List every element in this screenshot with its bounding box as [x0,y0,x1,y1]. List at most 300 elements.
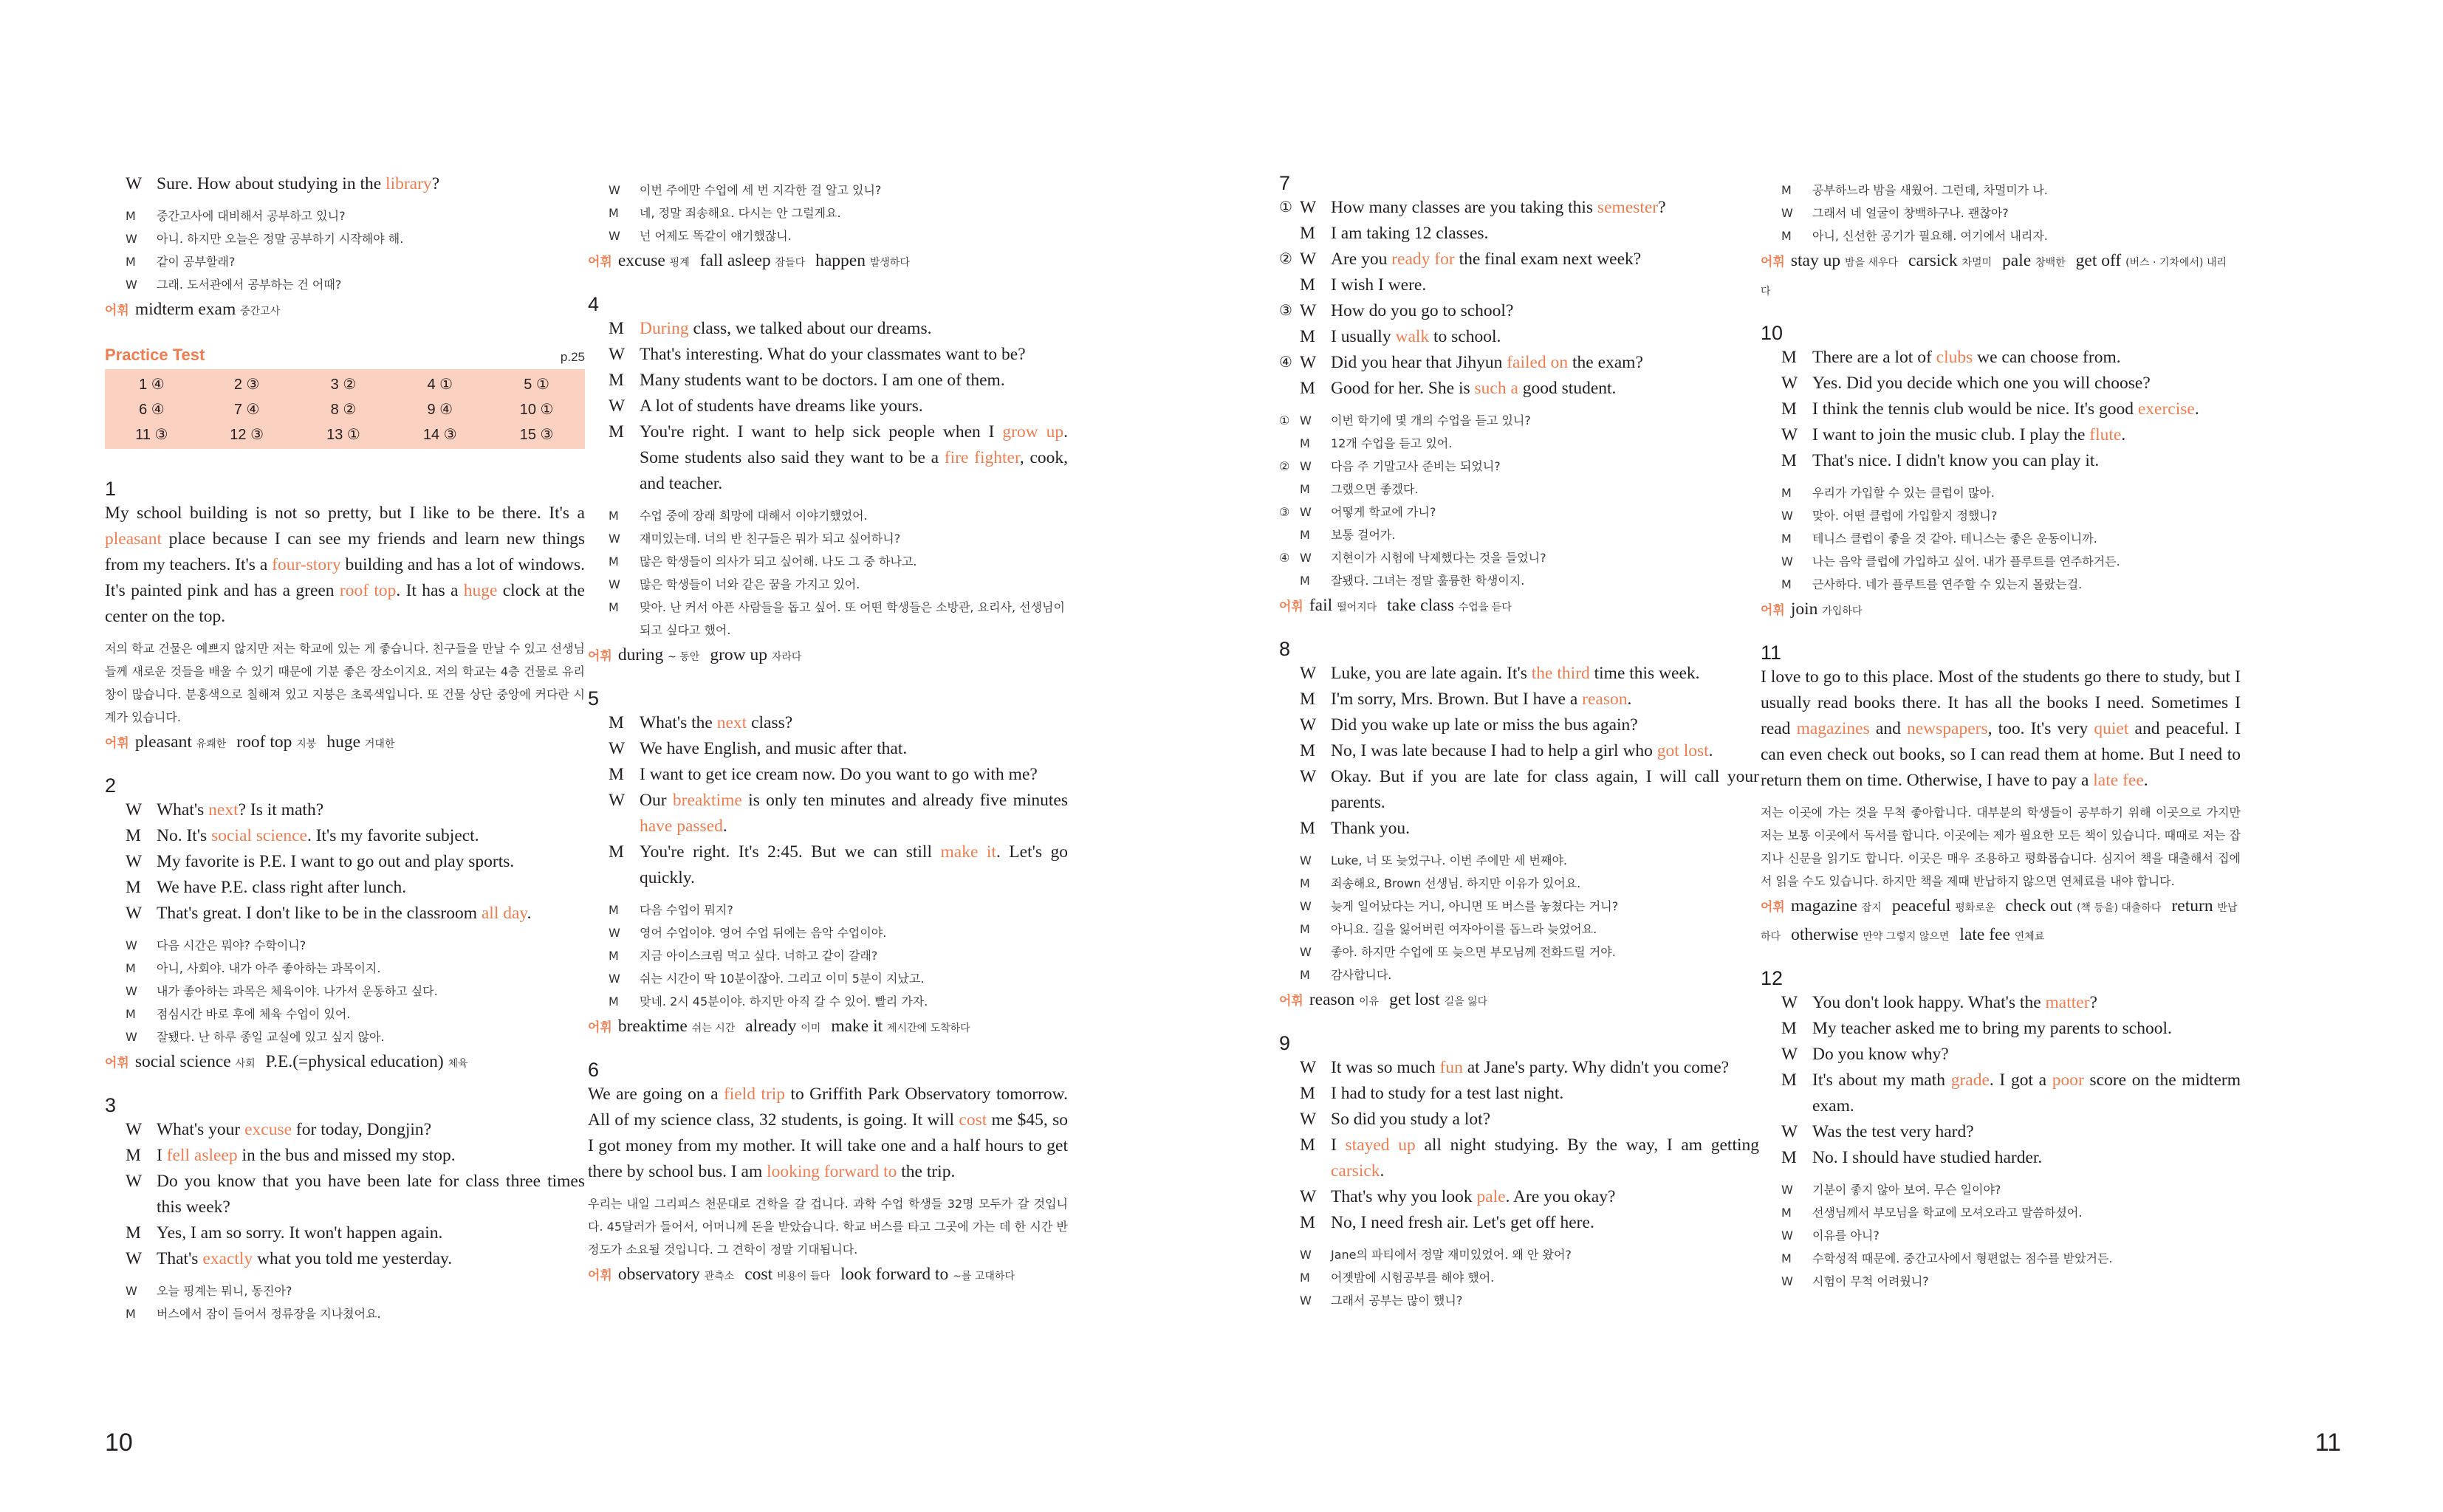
choice-number: ① [1279,199,1292,216]
choice-number [1761,527,1781,550]
speaker: M [1781,348,1797,367]
answer-cell: 1 ④ [139,376,165,393]
choice-number [588,573,609,596]
korean-line [1279,523,1759,546]
vocabulary-label: 어휘 [588,255,612,269]
speaker: M [126,1007,136,1021]
speaker: W [1300,1248,1312,1262]
korean-text: 이번 학기에 몇 개의 수업을 듣고 있니? [1331,413,1531,427]
vocabulary-term: look forward to [840,1265,953,1284]
korean-line [1761,504,2241,527]
speaker: W [1300,198,1317,217]
speaker: M [1300,379,1315,398]
dialogue-line [1761,1145,2241,1171]
speaker: M [1300,741,1315,760]
answer-cell: 5 ① [524,376,549,393]
choice-number [588,944,609,967]
choice-number [105,171,126,197]
choice-number [1279,1107,1300,1133]
vocabulary-meaning: ~ 동안 [668,651,700,663]
translation [1279,1243,1759,1312]
speaker: M [1300,1135,1315,1155]
choice-number [1279,738,1300,764]
choice-number [1279,1133,1300,1184]
choice-number [105,1025,126,1048]
highlighted-word: During [640,319,689,338]
highlighted-word: looking forward to [767,1162,897,1181]
highlighted-word: stayed up [1345,1135,1416,1155]
answer-cell: 9 ④ [427,401,453,418]
korean-text: 공부하느라 밤을 새웠어. 그런데, 차멀미가 나. [1812,183,2048,197]
choice-number [1761,1016,1781,1042]
dialogue-line [105,1220,585,1246]
choice-number [105,250,126,273]
question-block-4 [588,292,1068,670]
korean-line [588,967,1068,990]
korean-line [1279,569,1759,592]
choice-number [105,849,126,875]
choice-number: ② [1279,251,1292,267]
choice-number [588,394,609,419]
vocabulary [105,1048,585,1077]
speaker: M [1781,486,1792,500]
vocabulary-label: 어휘 [1279,599,1303,614]
vocabulary-label: 어휘 [588,1020,612,1035]
dialogue-text: No, I was late because I had to help a girl who got lost. [1331,741,1713,760]
vocabulary-meaning: 창백한 [2035,257,2066,269]
speaker: M [1300,690,1315,709]
vocabulary-term: stay up [1790,251,1845,270]
choice-number [1279,221,1300,247]
korean-line [1761,202,2241,224]
speaker: M [126,1307,136,1321]
speaker: W [126,904,143,923]
choice-number [588,316,609,342]
translation [588,504,1068,642]
speaker: M [1781,532,1792,546]
translation [105,637,585,729]
korean-text: Jane의 파티에서 정말 재미있었어. 왜 안 왔어? [1331,1248,1572,1262]
translation [1761,1178,2241,1293]
dialogue-line [105,849,585,875]
dialogue-line [105,901,585,927]
speaker: W [1300,1293,1312,1307]
question-number: 5 [588,687,600,709]
speaker: W [609,577,620,591]
dialogue-line [105,171,585,197]
choice-number [1761,1119,1781,1145]
speaker: W [1300,551,1312,565]
vocabulary-term: return [2171,896,2218,915]
vocabulary-meaning: (버스 · 기차에서) 내리다 [1761,257,2227,298]
highlighted-word: reason [1582,690,1628,709]
vocabulary-meaning: 지붕 [296,738,317,750]
korean-line [1761,481,2241,504]
korean-text: 아니, 사회야. 내가 아주 좋아하는 과목이지. [157,961,381,975]
question-block-10 [1761,321,2241,625]
speaker: W [1781,1183,1793,1197]
practice-test-header [105,346,585,365]
vocabulary-term: fall asleep [699,251,775,270]
vocabulary-meaning: 유쾌한 [196,738,227,750]
korean-text: 수업 중에 장래 희망에 대해서 이야기했었어. [640,509,868,523]
vocabulary-label: 어휘 [1761,603,1785,618]
answer-cell: 6 ④ [139,401,165,418]
dialogue-text: My favorite is P.E. I want to go out and play sports. [157,852,515,871]
speaker: W [1300,301,1317,320]
choice-number [1761,345,1781,371]
korean-text: 아니요. 길을 잃어버린 여자아이를 돕느라 늦었어요. [1331,922,1597,936]
korean-text: 우리가 가입할 수 있는 클럽이 많아. [1812,486,1995,500]
vocabulary-term: during [617,645,668,664]
vocabulary-meaning: 만약 그렇지 않으면 [1863,931,1950,943]
korean-line [1279,1266,1759,1289]
korean-text: 점심시간 바로 후에 체육 수업이 있어. [157,1007,351,1021]
choice-number [1279,918,1300,941]
speaker: M [609,319,624,338]
korean-line [1279,501,1759,523]
dialogue-line [1761,1016,2241,1042]
dialogue-line [1761,396,2241,422]
speaker: W [1300,250,1317,269]
highlighted-word: next [208,800,239,819]
speaker: W [1300,1058,1317,1077]
vocabulary-meaning: 평화로운 [1955,902,1995,914]
dialogue-text: I want to join the music club. I play the flute. [1812,425,2126,444]
passage-text: We are going on a field trip to Griffith Park Observatory tomorrow. All of my science class, 32 students, is going. It will cost me $45, so I got money from my mother. It will take one and a half hours to get there by school bus. I am looking forward to the trip. [588,1085,1069,1181]
vocabulary-meaning: 가입하다 [1822,605,1863,617]
highlighted-word: fell asleep [166,1146,238,1165]
speaker: W [1300,715,1317,735]
choice-number [1761,1145,1781,1171]
speaker: W [1300,459,1312,473]
dialogue-text: You don't look happy. What's the matter? [1812,993,2097,1012]
question-block-5 [588,687,1068,1042]
vocabulary-term: otherwise [1791,925,1863,944]
dialogue-line [1279,1081,1759,1107]
choice-number [1761,573,1781,596]
question-number: 1 [105,478,117,500]
korean-text: 그래. 도서관에서 공부하는 건 어때? [157,278,342,292]
speaker: W [609,791,626,810]
dialogue-line [1761,1068,2241,1119]
column-2 [588,171,1068,1306]
answer-cell: 12 ③ [230,426,264,443]
dialogue-line [588,342,1068,368]
korean-text: 테니스 클럽이 좋을 것 같아. 테니스는 좋은 운동이니까. [1812,532,2097,546]
highlighted-word: social science [211,826,307,845]
korean-line [1279,963,1759,986]
highlighted-word: got lost [1656,741,1709,760]
vocabulary-meaning: 이유 [1359,996,1380,1008]
speaker: W [126,800,143,819]
speaker: W [1781,1122,1798,1141]
vocabulary-term: cost [744,1265,777,1284]
vocabulary-meaning: 수업을 듣다 [1458,602,1512,614]
dialogue-text: Was the test very hard? [1812,1122,1974,1141]
speaker: W [126,1284,137,1298]
korean-line [105,205,585,227]
highlighted-word: ready for [1391,250,1455,269]
choice-number [1761,448,1781,474]
korean-line [1761,527,2241,550]
vocabulary-meaning: 떨어지다 [1337,602,1377,614]
vocabulary-term: grow up [710,645,772,664]
choice-number [1279,941,1300,963]
korean-text: 버스에서 잠이 들어서 정류장을 지나쳤어요. [157,1307,381,1321]
korean-line [588,504,1068,527]
vocabulary-label: 어휘 [105,1056,129,1071]
vocabulary-term: check out [2005,896,2077,915]
vocabulary-term: join [1790,599,1823,619]
speaker: M [609,994,619,1008]
dialogue-line [1279,298,1759,324]
korean-line [1279,1243,1759,1266]
choice-number [105,273,126,296]
dialogue-line [1279,661,1759,687]
highlighted-word: next [716,713,747,732]
choice-number: ① [1279,413,1290,427]
vocabulary-term: get off [2075,251,2126,270]
korean-line [588,990,1068,1013]
choice-number [588,527,609,550]
korean-text: 오늘 핑계는 뭐니, 동진아? [157,1284,292,1298]
choice-number [1279,687,1300,712]
vocabulary-term: already [745,1017,801,1036]
korean-line [1761,1224,2241,1247]
korean-line [1761,1201,2241,1224]
choice-number [588,596,609,642]
korean-text: 잘됐다. 그녀는 정말 훌륭한 학생이지. [1331,574,1525,588]
vocabulary [1761,893,2241,950]
dialogue-text: Our breaktime is only ten minutes and already five minutes have passed. [640,791,1068,836]
speaker: M [1300,1213,1315,1232]
korean-line [1761,573,2241,596]
dialogue-line [588,762,1068,788]
dialogue-text: Okay. But if you are late for class again, I will call your parents. [1331,767,1759,812]
vocabulary-meaning: 밤을 새우다 [1844,257,1899,269]
dialogue-line [1279,350,1759,376]
choice-number [1761,1247,1781,1270]
highlighted-word: make it [940,842,996,862]
dialogue-line [105,823,585,849]
dialogue-text: I stayed up all night studying. By the way, I am getting carsick. [1331,1135,1759,1181]
choice-number [1279,569,1300,592]
dialogue-text: I am taking 12 classes. [1331,224,1489,243]
answer-row [105,422,585,449]
choice-number [1761,990,1781,1016]
choice-number [1279,324,1300,350]
dialogue-text: Did you hear that Jihyun failed on the exam? [1331,353,1643,372]
choice-number [588,419,609,497]
speaker: W [1300,664,1317,683]
dialogue-line [1279,1210,1759,1236]
vocabulary-meaning: 연체료 [2014,931,2045,943]
vocabulary [1279,986,1759,1015]
vocabulary-term: fail [1309,596,1337,615]
korean-line [1279,432,1759,455]
korean-text: 영어 수업이야. 영어 수업 뒤에는 음악 수업이야. [640,926,887,940]
speaker: M [609,600,619,614]
dialogue-text: Luke, you are late again. It's the third time this week. [1331,664,1700,683]
speaker: M [1781,399,1797,419]
speaker: W [126,1172,143,1191]
korean-line [105,957,585,980]
practice-test [105,346,585,449]
dialogue-text: Are you ready for the final exam next week? [1331,250,1642,269]
question-block-3 [105,1093,585,1325]
question-block-8 [1279,637,1759,1015]
vocabulary-meaning: 사회 [235,1058,256,1070]
vocabulary-label: 어휘 [588,649,612,664]
dialogue-line [1279,1055,1759,1081]
dialogue-line [1279,195,1759,221]
speaker: M [609,206,619,220]
korean-text: 기분이 좋지 않아 보여. 무슨 일이야? [1812,1183,2001,1197]
choice-number [105,1220,126,1246]
highlighted-word: exactly [202,1249,253,1268]
highlighted-word: late fee [2093,771,2144,790]
korean-line [1279,872,1759,895]
answer-cell: 11 ③ [135,426,168,443]
vocabulary-label: 어휘 [1279,994,1303,1008]
question-number: 3 [105,1094,117,1116]
speaker: W [126,852,143,871]
speaker: M [126,878,141,897]
speaker: W [126,984,137,998]
dialogue-line [1761,422,2241,448]
dialogue-text: Many students want to be doctors. I am one of them. [640,371,1005,390]
vocabulary-term: P.E.(=physical education) [265,1052,448,1071]
page-number-right: 11 [2314,1429,2341,1457]
speaker: M [609,842,624,862]
vocabulary-meaning: 중간고사 [240,306,281,317]
korean-line [105,1302,585,1325]
speaker: M [1781,577,1792,591]
translation [1761,801,2241,893]
answer-cell: 8 ② [330,401,357,418]
dialogue-line [1279,376,1759,402]
vocabulary [1279,592,1759,621]
korean-line [1279,478,1759,501]
highlighted-word: roof top [339,581,397,600]
dialogue-line [1761,1042,2241,1068]
speaker: M [126,209,136,223]
dialogue-text: During class, we talked about our dreams. [640,319,932,338]
korean-line [1279,1289,1759,1312]
choice-number [588,990,609,1013]
dialogue-text: What's next? Is it math? [157,800,324,819]
speaker: M [1781,451,1797,470]
speaker: W [1781,993,1798,1012]
dialogue-text: So did you study a lot? [1331,1110,1491,1129]
speaker: M [1300,876,1310,890]
highlighted-word: quiet [2094,719,2129,738]
translation [588,179,1068,247]
korean-line [105,250,585,273]
vocabulary-label: 어휘 [1761,900,1785,915]
korean-line [588,596,1068,642]
korean-line [1279,455,1759,478]
question-block-12 [1761,966,2241,1293]
speaker: M [609,765,624,784]
korean-line [1279,941,1759,963]
speaker: M [1300,224,1315,243]
dialogue-line [1761,1119,2241,1145]
speaker: W [126,174,143,193]
speaker: M [609,949,619,963]
dialogue-line [105,1117,585,1143]
choice-number [1279,376,1300,402]
vocabulary-label: 어휘 [1761,255,1785,269]
korean-text: 늦게 일어났다는 거니, 아니면 또 버스를 놓쳤다는 거니? [1331,899,1619,913]
dialogue-line [1279,738,1759,764]
practice-test-page-ref: p.25 [560,350,585,364]
choice-number [588,504,609,527]
choice-number: ④ [1279,354,1292,371]
choice-number [588,550,609,573]
dialogue-line [588,368,1068,394]
vocabulary [105,296,585,325]
highlighted-word: library [386,174,432,193]
speaker: M [1781,1019,1797,1038]
dialogue-text: How many classes are you taking this semester? [1331,198,1666,217]
choice-number [1761,396,1781,422]
choice-number [588,967,609,990]
highlighted-word: matter [2045,993,2090,1012]
speaker: W [1300,1110,1317,1129]
choice-number [1761,481,1781,504]
dialogue-text: I'm sorry, Mrs. Brown. But I have a reason. [1331,690,1632,709]
dialogue-text: A lot of students have dreams like yours. [640,396,923,416]
choice-number [1279,712,1300,738]
choice-number [1279,1055,1300,1081]
dialogue-text: Thank you. [1331,819,1411,838]
highlighted-word: magazines [1796,719,1870,738]
korean-text: 다음 주 기말고사 준비는 되었니? [1331,459,1501,473]
korean-line [105,934,585,957]
answer-cell: 10 ① [519,401,554,418]
vocabulary [105,729,585,757]
highlighted-word: huge [463,581,498,600]
vocabulary-meaning: 제시간에 도착하다 [887,1023,970,1034]
choice-number [1761,504,1781,527]
speaker: M [1300,482,1310,496]
speaker: M [1781,1206,1792,1220]
dialogue-line [105,1246,585,1272]
korean-text: 아니, 신선한 공기가 필요해. 여기에서 내리자. [1812,229,2048,243]
choice-number [588,342,609,368]
speaker: W [1300,413,1312,427]
speaker: M [126,1223,141,1243]
speaker: M [609,371,624,390]
speaker: M [1300,922,1310,936]
speaker: W [1300,767,1317,786]
highlighted-word: have passed [640,817,723,836]
speaker: W [1781,554,1793,568]
korean-line [588,573,1068,596]
highlighted-word: clubs [1936,348,1973,367]
korean-text: 나는 음악 클럽에 가입하고 싶어. 내가 플루트를 연주하거든. [1812,554,2120,568]
vocabulary [1761,247,2241,305]
korean-text: 내가 좋아하는 과목은 체육이야. 나가서 운동하고 싶다. [157,984,438,998]
highlighted-word: failed on [1507,353,1569,372]
korean-text: 12개 수업을 듣고 있어. [1331,436,1453,450]
choice-number [105,823,126,849]
vocabulary-meaning: 거대한 [364,738,395,750]
choice-number [1279,872,1300,895]
translation [588,898,1068,1013]
